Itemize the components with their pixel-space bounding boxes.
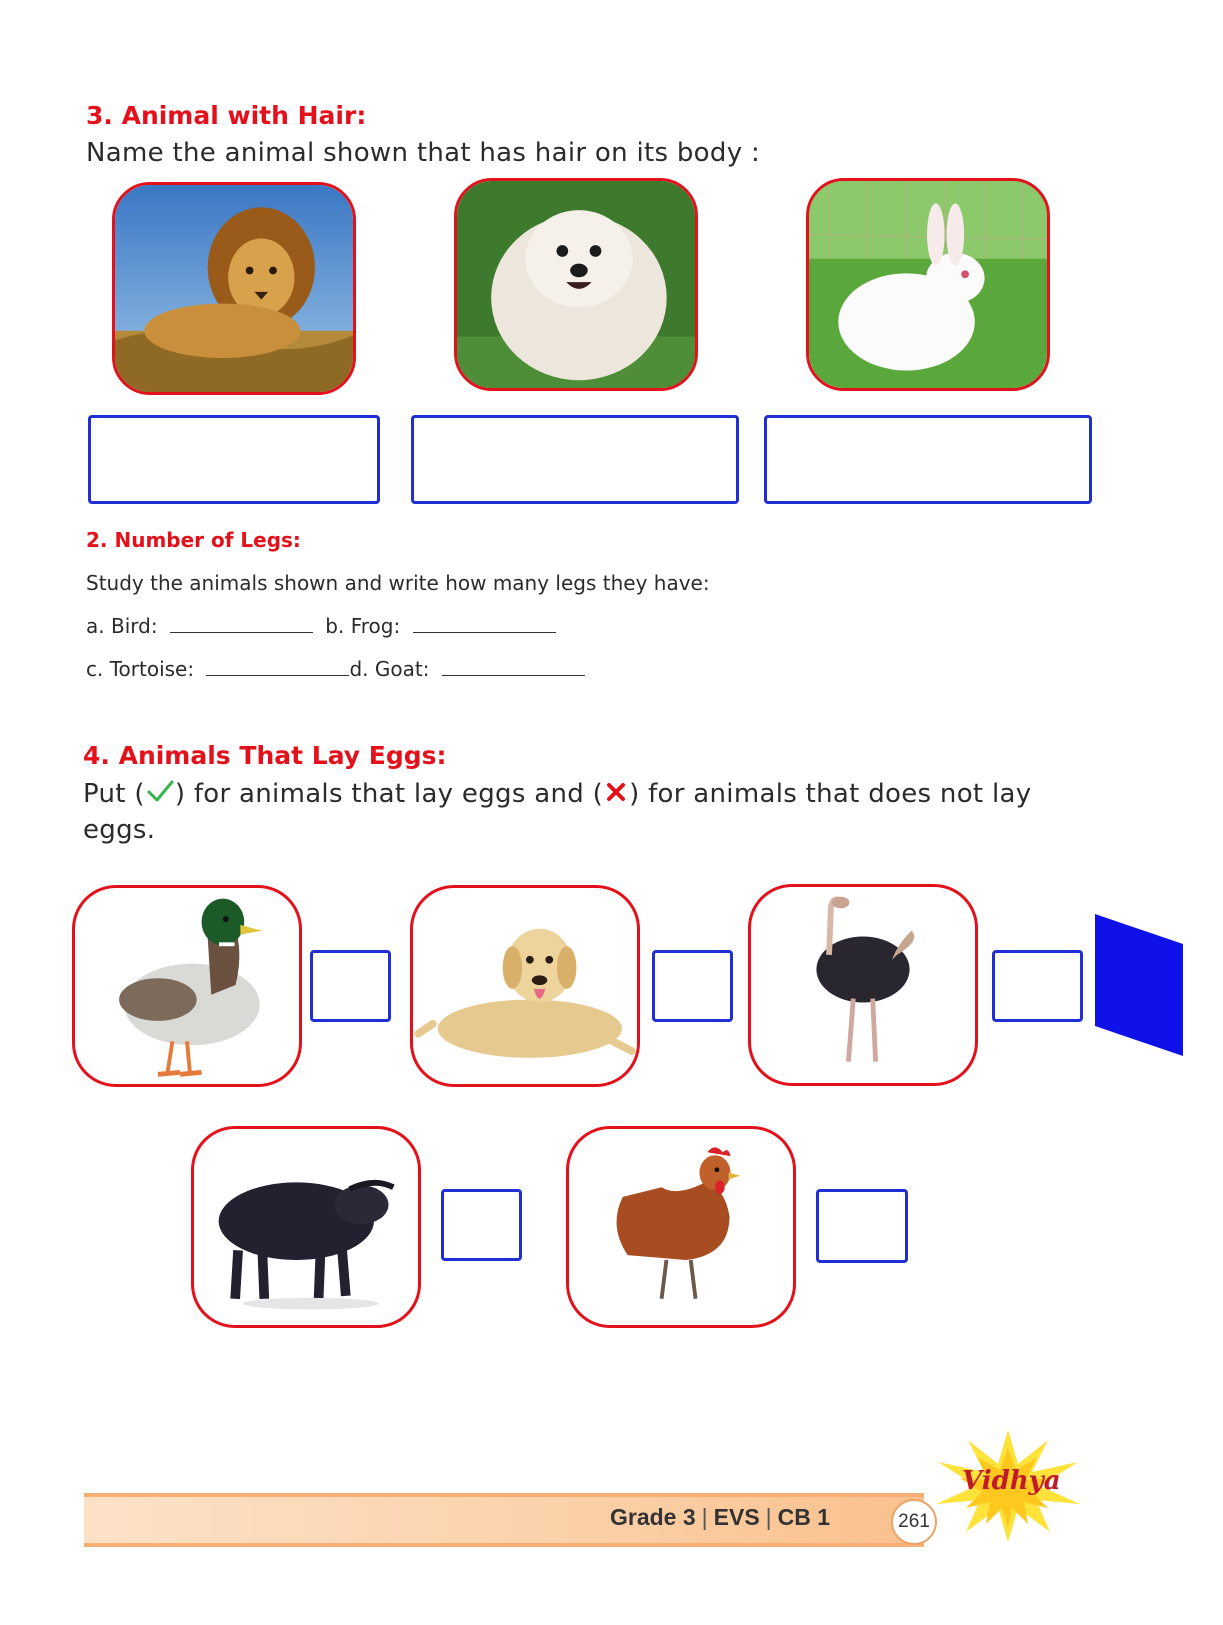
bird-blank[interactable] bbox=[170, 614, 313, 633]
section4-heading: 4. Animals That Lay Eggs: bbox=[83, 741, 447, 770]
hen-illustration bbox=[569, 1129, 793, 1325]
answer-box-dog[interactable] bbox=[411, 415, 739, 504]
checkbox-ostrich[interactable] bbox=[992, 950, 1083, 1022]
goat-blank[interactable] bbox=[442, 657, 585, 676]
brand-name: Vidhya bbox=[962, 1466, 1061, 1496]
frog-blank[interactable] bbox=[413, 614, 556, 633]
instruction-part-1: Put ( bbox=[83, 779, 145, 809]
dog-frame bbox=[410, 885, 640, 1087]
footer-info: Grade 3 | EVS | CB 1 bbox=[610, 1504, 831, 1530]
vidhya-logo bbox=[928, 1426, 1088, 1546]
item-tortoise-label: c. Tortoise: bbox=[86, 657, 195, 681]
item-bird-label: a. Bird: bbox=[86, 614, 158, 638]
ostrich-frame bbox=[748, 884, 978, 1086]
section3-instruction: Name the animal shown that has hair on its body : bbox=[86, 138, 761, 168]
tortoise-blank[interactable] bbox=[206, 657, 349, 676]
item-frog-label: b. Frog: bbox=[325, 614, 401, 638]
ostrich-illustration bbox=[751, 887, 975, 1083]
page-number: 261 bbox=[891, 1499, 937, 1545]
footer-book: CB 1 bbox=[777, 1504, 831, 1530]
checkbox-buffalo[interactable] bbox=[441, 1189, 522, 1261]
rabbit-photo bbox=[806, 178, 1050, 391]
section2-instruction: Study the animals shown and write how many legs they have: bbox=[86, 571, 710, 595]
checkbox-hen[interactable] bbox=[816, 1189, 908, 1263]
legs-row-1 bbox=[86, 614, 556, 638]
duck-illustration bbox=[75, 888, 299, 1084]
section4-instruction-wrap: eggs. bbox=[83, 815, 156, 845]
labrador-illustration bbox=[413, 888, 637, 1084]
cross-icon bbox=[605, 780, 627, 810]
answer-box-rabbit[interactable] bbox=[764, 415, 1092, 504]
duck-frame bbox=[72, 885, 302, 1087]
fluffy-dog-photo bbox=[454, 178, 698, 391]
footer-grade: Grade 3 bbox=[610, 1504, 696, 1530]
side-tab bbox=[1095, 914, 1183, 1056]
checkbox-dog[interactable] bbox=[652, 950, 733, 1022]
instruction-part-2: ) for animals that lay eggs and ( bbox=[174, 779, 604, 809]
instruction-part-3: ) for animals that does not lay bbox=[629, 779, 1032, 809]
checkbox-duck[interactable] bbox=[310, 950, 391, 1022]
section3-heading: 3. Animal with Hair: bbox=[86, 101, 367, 130]
footer-subject: EVS bbox=[713, 1504, 760, 1530]
section2-heading: 2. Number of Legs: bbox=[86, 528, 301, 552]
buffalo-frame bbox=[191, 1126, 421, 1328]
hen-frame bbox=[566, 1126, 796, 1328]
answer-box-lion[interactable] bbox=[88, 415, 380, 504]
check-icon bbox=[145, 778, 175, 811]
item-goat-label: d. Goat: bbox=[349, 657, 430, 681]
buffalo-illustration bbox=[194, 1129, 418, 1325]
lion-photo bbox=[112, 182, 356, 395]
section4-instruction bbox=[83, 778, 1031, 811]
legs-row-2 bbox=[86, 657, 585, 681]
